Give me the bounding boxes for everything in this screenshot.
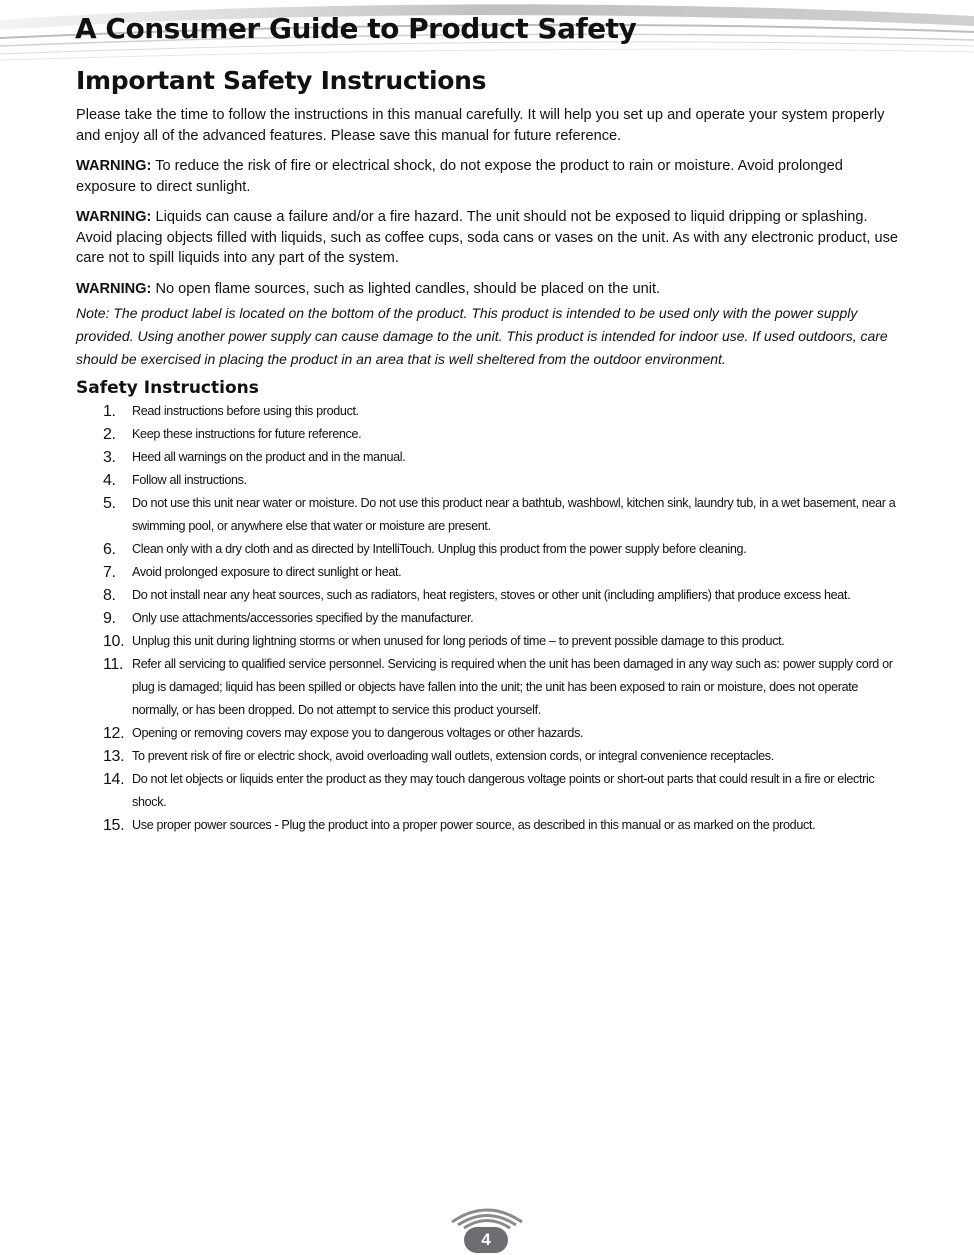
list-item	[76, 722, 906, 745]
list-item	[76, 538, 906, 561]
list-item	[76, 814, 906, 837]
page-number-badge: 4	[464, 1227, 508, 1253]
warning-text: No open flame sources, such as lighted candles, should be placed on the unit.	[155, 280, 661, 297]
item-number: 12.	[103, 725, 125, 742]
item-number: 11.	[103, 656, 124, 673]
safety-list	[76, 400, 906, 837]
item-number: 5.	[103, 495, 116, 512]
item-text: Read instructions before using this product.	[132, 404, 359, 418]
item-number: 3.	[103, 449, 116, 466]
item-text: Heed all warnings on the product and in the manual.	[132, 450, 406, 464]
item-number: 15.	[103, 817, 125, 834]
item-number: 6.	[103, 541, 116, 558]
list-item	[76, 630, 906, 653]
warning-label: WARNING:	[76, 280, 152, 297]
warning-text: Liquids can cause a failure and/or a fire hazard. The unit should not be exposed to liquid dripping or splashing. Avoid placing objects filled with liquids, such as coffee cups, soda cans or vases on the unit. As with any electronic product, use care not to spill liquids into any part of the system.	[76, 209, 899, 266]
warning-3	[76, 279, 906, 300]
item-number: 7.	[103, 564, 116, 581]
intro-paragraph: Please take the time to follow the instructions in this manual carefully. It will help you set up and operate your system properly and enjoy all of the advanced features. Please save this manual for future reference.	[76, 107, 885, 144]
page-content	[76, 66, 906, 837]
warning-label: WARNING:	[76, 209, 152, 225]
item-text: To prevent risk of fire or electric shock, avoid overloading wall outlets, extension cords, or integral convenience receptacles.	[132, 749, 774, 763]
item-text: Unplug this unit during lightning storms or when unused for long periods of time – to prevent possible damage to this product.	[132, 634, 785, 648]
list-item	[76, 400, 906, 423]
list-item	[76, 653, 906, 722]
warning-text: To reduce the risk of fire or electrical shock, do not expose the product to rain or moisture. Avoid prolonged exposure to direct sunlight.	[76, 158, 843, 195]
item-text: Refer all servicing to qualified service personnel. Servicing is required when the unit has been damaged in any way such as: power supply cord or plug is damaged; liquid has been spilled or objects have fallen into the unit; the unit has been exposed to rain or moisture, does not operate normally, or has been dropped. Do not attempt to service this product yourself.	[132, 657, 893, 717]
item-number: 13.	[103, 748, 125, 765]
item-number: 9.	[103, 610, 116, 627]
list-item	[76, 446, 906, 469]
safety-instructions-title: Safety Instructions	[76, 378, 259, 398]
item-text: Do not use this unit near water or moisture. Do not use this product near a bathtub, washbowl, kitchen sink, laundry tub, in a wet basement, near a swimming pool, or anywhere else that water or moisture are present.	[132, 496, 896, 533]
item-text: Keep these instructions for future reference.	[132, 427, 362, 441]
item-text: Clean only with a dry cloth and as directed by IntelliTouch. Unplug this product from the power supply before cleaning.	[132, 542, 747, 556]
warning-2	[76, 207, 906, 269]
list-item	[76, 607, 906, 630]
item-text: Opening or removing covers may expose you to dangerous voltages or other hazards.	[132, 726, 584, 740]
product-note: Note: The product label is located on the bottom of the product. This product is intended to be used only with the power supply provided. Using another power supply can cause damage to the unit. This product is intended for indoor use. If used outdoors, care should be exercised in placing the product in an area that is well sheltered from the outdoor environment.	[76, 305, 888, 367]
list-item	[76, 584, 906, 607]
list-item	[76, 745, 906, 768]
item-text: Avoid prolonged exposure to direct sunlight or heat.	[132, 565, 402, 579]
item-text: Do not install near any heat sources, such as radiators, heat registers, stoves or other unit (including amplifiers) that produce excess heat.	[132, 588, 851, 602]
list-item	[76, 492, 906, 538]
item-text: Only use attachments/accessories specified by the manufacturer.	[132, 611, 474, 625]
item-number: 10.	[103, 633, 125, 650]
wireless-signal-icon	[442, 1200, 532, 1230]
section-title: Important Safety Instructions	[76, 66, 487, 95]
list-item	[76, 469, 906, 492]
header-band	[0, 0, 974, 70]
item-number: 4.	[103, 472, 116, 489]
list-item	[76, 561, 906, 584]
warning-label: WARNING:	[76, 158, 152, 174]
page-footer	[442, 1200, 532, 1255]
warning-1	[76, 156, 906, 197]
item-text: Do not let objects or liquids enter the product as they may touch dangerous voltage points or short-out parts that could result in a fire or electric shock.	[132, 772, 875, 809]
item-number: 14.	[103, 771, 125, 788]
list-item	[76, 423, 906, 446]
item-text: Use proper power sources - Plug the product into a proper power source, as described in this manual or as marked on the product.	[132, 818, 816, 832]
list-item	[76, 768, 906, 814]
item-number: 8.	[103, 587, 116, 604]
item-number: 1.	[103, 403, 116, 420]
header-title: A Consumer Guide to Product Safety	[75, 12, 637, 45]
item-number: 2.	[103, 426, 116, 443]
item-text: Follow all instructions.	[132, 473, 247, 487]
